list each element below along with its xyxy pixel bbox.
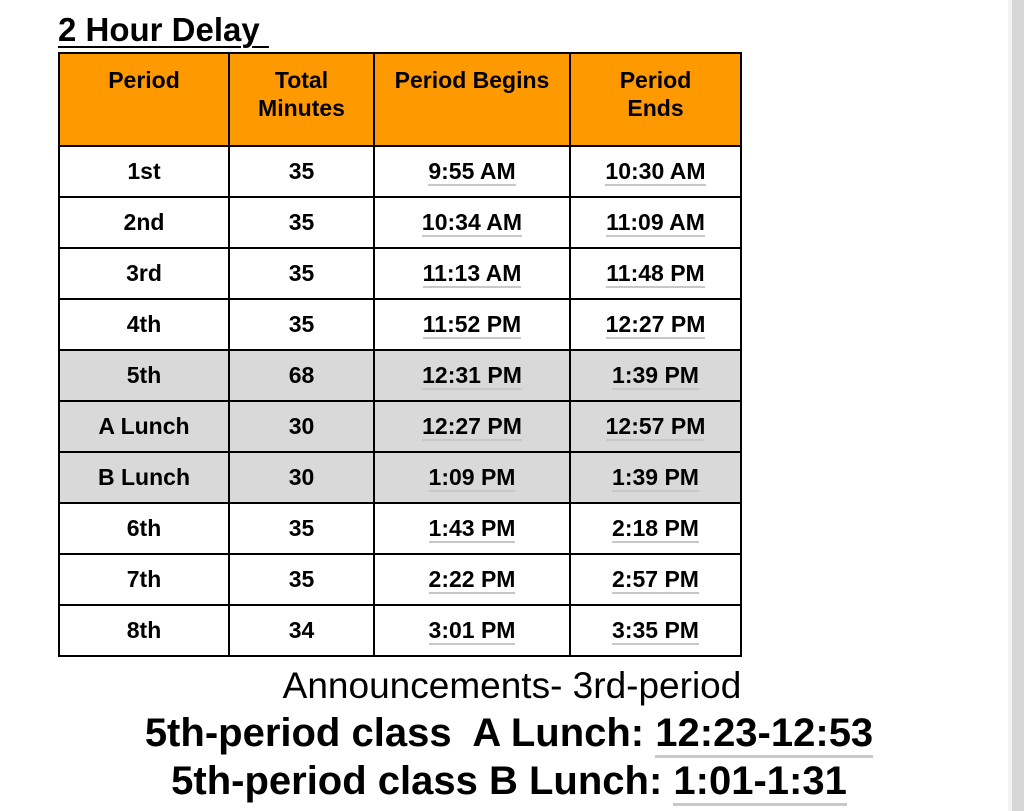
table-header-row bbox=[59, 53, 741, 146]
begins-time: 1:43 PM bbox=[428, 514, 516, 541]
header-period bbox=[59, 53, 229, 146]
begins-time: 11:52 PM bbox=[422, 310, 522, 337]
begins-time: 12:27 PM bbox=[422, 412, 522, 439]
table-row bbox=[59, 248, 741, 299]
ends-time: 12:27 PM bbox=[605, 310, 706, 337]
ends-time: 2:57 PM bbox=[612, 565, 699, 592]
begins-time: 3:01 PM bbox=[428, 616, 516, 643]
cell-begins bbox=[374, 197, 570, 248]
cell-minutes: 35 bbox=[229, 146, 374, 197]
begins-time: 1:09 PM bbox=[428, 463, 516, 490]
lunch-a-time: 12:23-12:53 bbox=[655, 711, 873, 758]
ends-time: 11:09 AM bbox=[606, 208, 705, 235]
ends-time: 1:39 PM bbox=[612, 463, 699, 490]
cell-ends bbox=[570, 452, 741, 503]
cell-begins bbox=[374, 605, 570, 656]
lunch-b-note bbox=[0, 757, 1021, 805]
header-total-minutes bbox=[229, 53, 374, 146]
header-ends-label-1: Period bbox=[619, 67, 692, 93]
cell-minutes: 68 bbox=[229, 350, 374, 401]
header-minutes-label: Minutes bbox=[258, 95, 345, 121]
cell-period: A Lunch bbox=[59, 401, 229, 452]
cell-ends bbox=[570, 503, 741, 554]
cell-minutes: 30 bbox=[229, 452, 374, 503]
cell-ends bbox=[570, 299, 741, 350]
cell-ends bbox=[570, 248, 741, 299]
cell-period: 4th bbox=[59, 299, 229, 350]
ends-time: 10:30 AM bbox=[605, 157, 706, 184]
cell-period: 2nd bbox=[59, 197, 229, 248]
begins-time: 11:13 AM bbox=[422, 259, 522, 286]
table-row bbox=[59, 146, 741, 197]
cell-minutes: 35 bbox=[229, 554, 374, 605]
cell-begins bbox=[374, 350, 570, 401]
cell-minutes: 35 bbox=[229, 197, 374, 248]
header-begins-label: Period Begins bbox=[394, 67, 550, 93]
table-row bbox=[59, 605, 741, 656]
ends-time: 1:39 PM bbox=[612, 361, 699, 388]
cell-begins bbox=[374, 299, 570, 350]
cell-begins bbox=[374, 401, 570, 452]
announcements-note: Announcements- 3rd-period bbox=[282, 665, 742, 706]
ends-time: 12:57 PM bbox=[605, 412, 706, 439]
header-period-begins bbox=[374, 53, 570, 146]
cell-minutes: 30 bbox=[229, 401, 374, 452]
cell-period: 7th bbox=[59, 554, 229, 605]
table-row bbox=[59, 197, 741, 248]
cell-minutes: 35 bbox=[229, 299, 374, 350]
begins-time: 9:55 AM bbox=[428, 157, 516, 184]
cell-begins bbox=[374, 248, 570, 299]
ends-time: 3:35 PM bbox=[612, 616, 699, 643]
cell-ends bbox=[570, 401, 741, 452]
lunch-b-time: 1:01-1:31 bbox=[673, 759, 846, 806]
cell-period: 1st bbox=[59, 146, 229, 197]
cell-ends bbox=[570, 554, 741, 605]
cell-period: B Lunch bbox=[59, 452, 229, 503]
header-period-ends bbox=[570, 53, 741, 146]
table-row bbox=[59, 299, 741, 350]
cell-minutes: 35 bbox=[229, 248, 374, 299]
cell-period: 6th bbox=[59, 503, 229, 554]
lunch-a-note bbox=[0, 709, 1021, 757]
schedule-table bbox=[58, 52, 742, 657]
begins-time: 10:34 AM bbox=[421, 208, 523, 235]
cell-period: 3rd bbox=[59, 248, 229, 299]
table-row bbox=[59, 503, 741, 554]
lunch-a-label: 5th-period class A Lunch: bbox=[144, 711, 656, 755]
cell-period: 8th bbox=[59, 605, 229, 656]
begins-time: 2:22 PM bbox=[428, 565, 516, 592]
lunch-b-label: 5th-period class B Lunch: bbox=[171, 759, 674, 803]
table-row bbox=[59, 350, 741, 401]
header-period-label: Period bbox=[108, 67, 180, 93]
cell-minutes: 34 bbox=[229, 605, 374, 656]
cell-ends bbox=[570, 350, 741, 401]
cell-begins bbox=[374, 146, 570, 197]
ends-time: 11:48 PM bbox=[606, 259, 705, 286]
table-row bbox=[59, 554, 741, 605]
table-row bbox=[59, 401, 741, 452]
page-title: 2 Hour Delay bbox=[58, 11, 269, 48]
cell-begins bbox=[374, 554, 570, 605]
cell-begins bbox=[374, 503, 570, 554]
header-ends-label-2: Ends bbox=[627, 95, 684, 121]
cell-ends bbox=[570, 197, 741, 248]
table-row bbox=[59, 452, 741, 503]
header-total-label: Total bbox=[274, 67, 329, 93]
begins-time: 12:31 PM bbox=[422, 361, 522, 388]
cell-ends bbox=[570, 146, 741, 197]
cell-begins bbox=[374, 452, 570, 503]
cell-ends bbox=[570, 605, 741, 656]
ends-time: 2:18 PM bbox=[612, 514, 699, 541]
cell-period: 5th bbox=[59, 350, 229, 401]
cell-minutes: 35 bbox=[229, 503, 374, 554]
